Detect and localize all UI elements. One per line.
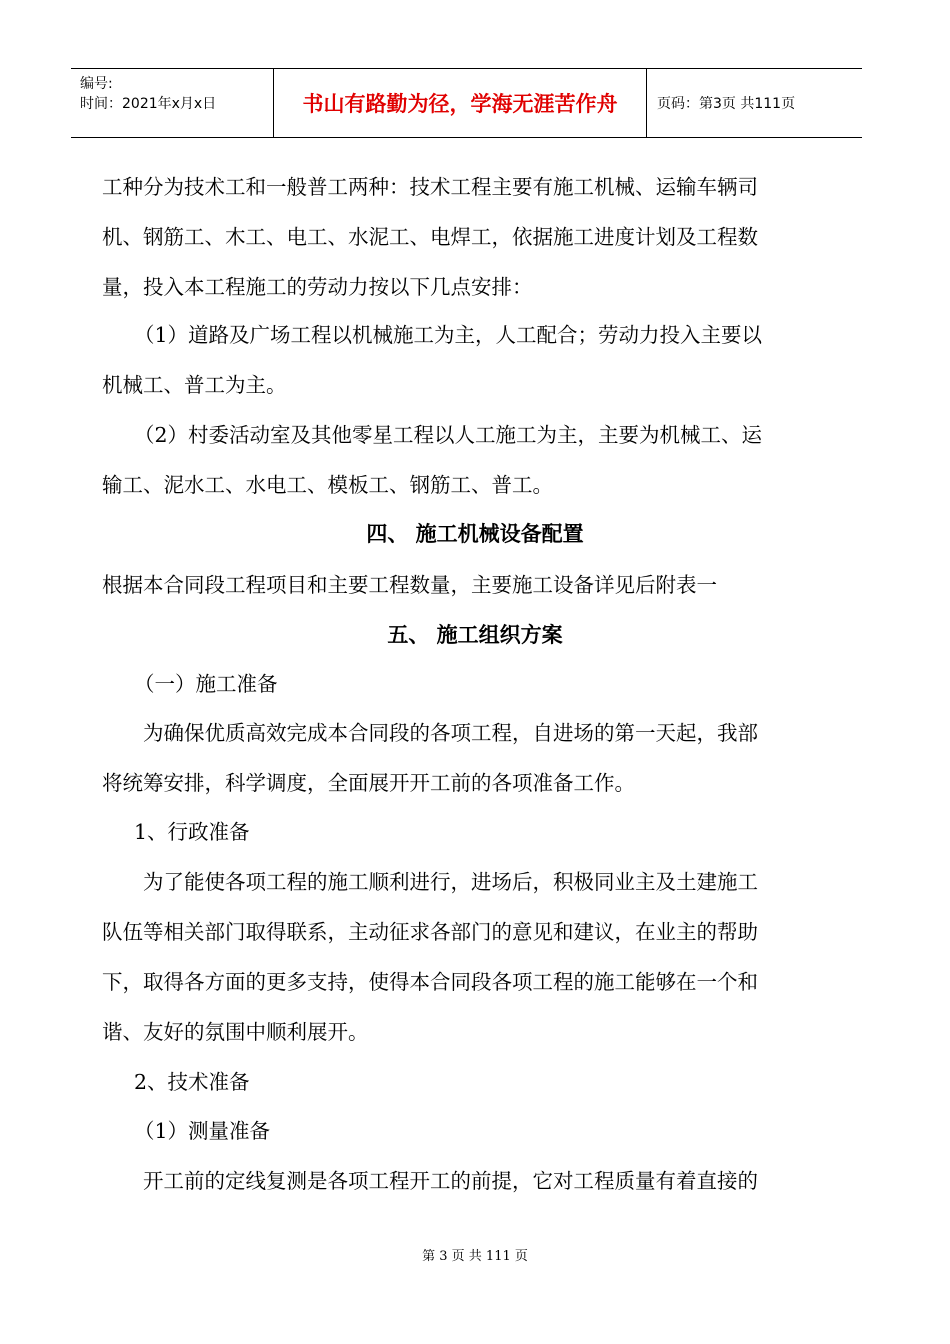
body-line: 开工前的定线复测是各项工程开工的前提，它对工程质量有着直接的 (143, 1169, 758, 1193)
page-footer: 第 3 页 共 111 页 (422, 1249, 528, 1264)
number-label: 编号: (80, 76, 113, 92)
body-line: （2）村委活动室及其他零星工程以人工施工为主，主要为机械工、运 (134, 423, 763, 447)
body-line: 根据本合同段工程项目和主要工程数量，主要施工设备详见后附表一 (102, 573, 717, 597)
body-line: 输工、泥水工、水电工、模板工、钢筋工、普工。 (102, 473, 553, 497)
body-line: 机、钢筋工、木工、电工、水泥工、电焊工，依据施工进度计划及工程数 (102, 225, 758, 249)
document-header (71, 68, 862, 138)
page-code: 页码：第3页 共111页 (657, 96, 796, 112)
time-label: 时间：2021年x月x日 (80, 96, 217, 112)
body-line: （一）施工准备 (134, 672, 278, 696)
section-heading: 五、 施工组织方案 (387, 623, 563, 647)
section-heading: 四、 施工机械设备配置 (366, 522, 584, 546)
body-line: 队伍等相关部门取得联系，主动征求各部门的意见和建议，在业主的帮助 (102, 920, 758, 944)
body-line: 1、行政准备 (134, 820, 250, 844)
body-line: （1）道路及广场工程以机械施工为主，人工配合；劳动力投入主要以 (134, 323, 763, 347)
body-line: 为确保优质高效完成本合同段的各项工程，自进场的第一天起，我部 (143, 721, 758, 745)
body-line: 2、技术准备 (134, 1070, 250, 1094)
body-line: 量，投入本工程施工的劳动力按以下几点安排： (102, 275, 533, 299)
body-line: 为了能使各项工程的施工顺利进行，进场后，积极同业主及土建施工 (143, 870, 758, 894)
body-line: 将统筹安排，科学调度，全面展开开工前的各项准备工作。 (102, 771, 635, 795)
body-line: 谐、友好的氛围中顺利展开。 (102, 1020, 369, 1044)
header-meta-cell (71, 69, 274, 137)
body-line: （1）测量准备 (134, 1119, 271, 1143)
body-line: 工种分为技术工和一般普工两种：技术工程主要有施工机械、运输车辆司 (102, 175, 758, 199)
body-line: 下，取得各方面的更多支持，使得本合同段各项工程的施工能够在一个和 (102, 970, 758, 994)
body-line: 机械工、普工为主。 (102, 373, 287, 397)
motto-text: 书山有路勤为径，学海无涯苦作舟 (274, 69, 647, 137)
